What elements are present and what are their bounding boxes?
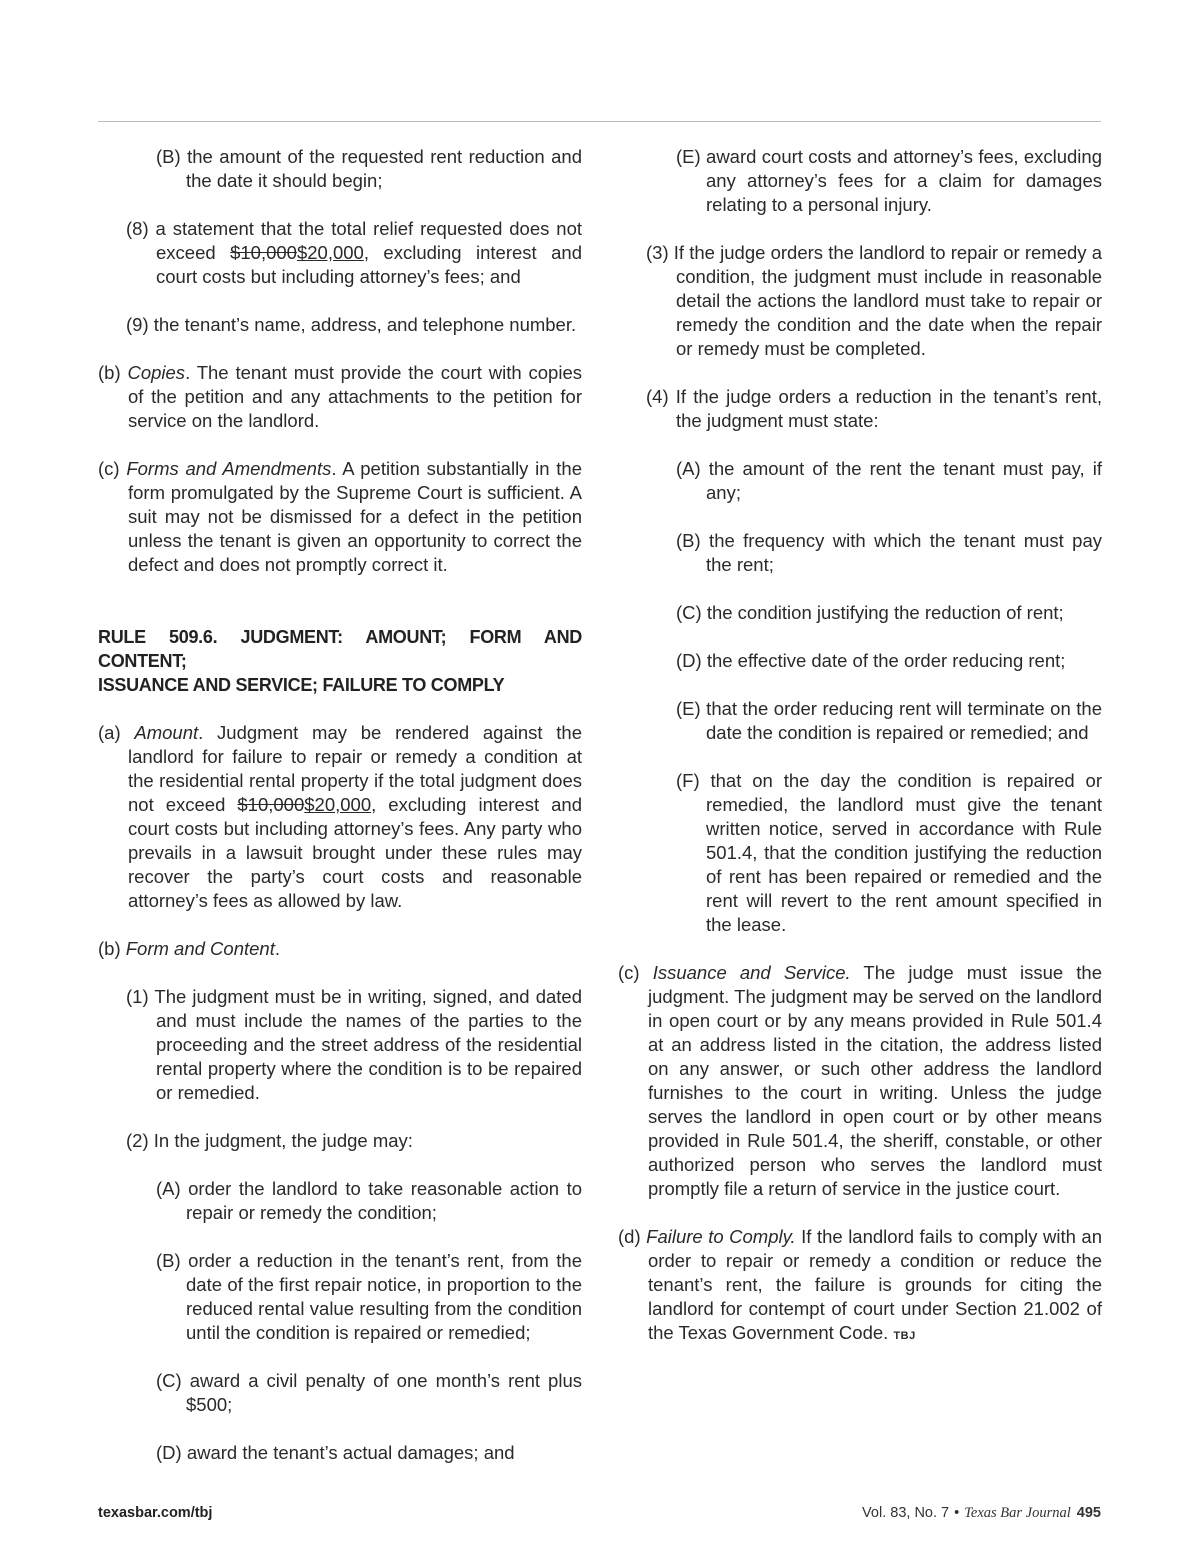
fc-item-2c: (C) award a civil penalty of one month’s rent plus $500; xyxy=(156,1370,582,1415)
rule-heading-line-1: RULE 509.6. JUDGMENT: AMOUNT; FORM AND CONTENT; xyxy=(98,627,582,671)
copies-text: . The tenant must provide the court with copies of the petition and any attachments to the petition for service on the landlord. xyxy=(128,362,582,431)
fc-item-4: (4) If the judge orders a reduction in the tenant’s rent, the judgment must state: xyxy=(646,386,1102,431)
fc-item-4a: (A) the amount of the rent the tenant must pay, if any; xyxy=(676,458,1102,503)
fc-item-3: (3) If the judge orders the landlord to repair or remedy a condition, the judgment must include in reasonable detail the actions the landlord must take to repair or remedy the condition and the date when the repair or remedy must be completed. xyxy=(646,242,1102,359)
section-a-amount xyxy=(98,721,582,913)
amount-inserted: $20,000 xyxy=(304,794,372,815)
fc-item-4e: (E) that the order reducing rent will terminate on the date the condition is repaired or remedied; and xyxy=(676,698,1102,743)
copies-label: (b) xyxy=(98,362,128,383)
forms-title: Forms and Amendments xyxy=(126,458,332,479)
fc-item-2: (2) In the judgment, the judge may: xyxy=(126,1130,413,1151)
section-d-failure xyxy=(618,1225,1102,1348)
failure-text: If the landlord fails to comply with an order to repair or remedy a condition or reduce the tenant’s rent, the failure is grounds for citing the landlord for contempt of court under Section 21.002 of the Texas Government Code. xyxy=(648,1226,1103,1343)
fc-item-1: (1) The judgment must be in writing, signed, and dated and must include the names of the parties to the proceeding and the street address of the residential rental property where the condition is to be repaired or remedied. xyxy=(126,986,582,1103)
issuance-text: The judge must issue the judgment. The judgment may be served on the landlord in open court or by any means provided in Rule 501.4 at an address listed in the citation, the address listed on any answer, or such other address the landlord furnishes to the court in writing. Unless the judge serves the landlord in open court or by other means provided in Rule 501.4, the sheriff, constable, or other authorized person who serves the landlord must promptly file a return of service in the justice court. xyxy=(648,962,1102,1199)
section-b-form-content xyxy=(98,937,582,961)
fc-item-4f: (F) that on the day the condition is repaired or remedied, the landlord must give the tenant written notice, served in accordance with Rule 501.4, that the condition justifying the reduction of rent has been repaired or remedied and the rent will revert to the rent amount specified in the lease. xyxy=(676,770,1102,935)
footer-folio xyxy=(862,1505,1101,1522)
item-8-struck-amount: $10,000 xyxy=(230,242,297,263)
form-content-title: Form and Content xyxy=(125,938,275,959)
item-9-tenant-info: (9) the tenant’s name, address, and telephone number. xyxy=(126,314,577,335)
issuance-label: (c) xyxy=(618,962,653,983)
rule-heading-line-2: ISSUANCE AND SERVICE; FAILURE TO COMPLY xyxy=(98,675,505,695)
item-8-post: , excluding interest and court costs but including attorney’s fees; and xyxy=(156,242,582,287)
copies-title: Copies xyxy=(127,362,186,383)
amount-pre: . Judgment may be rendered against the landlord for failure to repair or remedy a condition at the residential rental property if the total judgment does not exceed xyxy=(128,722,583,815)
amount-label: (a) xyxy=(98,722,135,743)
fc-item-4d: (D) the effective date of the order reducing rent; xyxy=(676,650,1066,671)
fc-item-2d: (D) award the tenant’s actual damages; and xyxy=(156,1442,515,1463)
item-8-inserted-amount: $20,000 xyxy=(296,242,364,263)
amount-title: Amount xyxy=(134,722,199,743)
right-column xyxy=(618,145,1102,1372)
amount-struck: $10,000 xyxy=(237,794,305,815)
form-content-label: (b) xyxy=(98,938,126,959)
fc-item-2b: (B) order a reduction in the tenant’s rent, from the date of the first repair notice, in proportion to the reduced rental value resulting from the condition until the condition is repaired or remedied; xyxy=(156,1250,582,1343)
section-c-forms xyxy=(98,457,582,577)
fc-item-2a: (A) order the landlord to take reasonable action to repair or remedy the condition; xyxy=(156,1178,582,1223)
footer-journal-name: Texas Bar Journal xyxy=(964,1505,1071,1521)
fc-item-4c: (C) the condition justifying the reduction of rent; xyxy=(676,602,1064,623)
rule-heading xyxy=(98,625,582,697)
failure-label: (d) xyxy=(618,1226,647,1247)
item-8-relief-statement xyxy=(98,217,582,289)
section-c-issuance xyxy=(618,961,1102,1201)
header-rule xyxy=(98,121,1101,122)
item-8-pre: (8) a statement that the total relief requested does not exceed xyxy=(126,218,582,263)
forms-label: (c) xyxy=(98,458,127,479)
tbj-end-mark: TBJ xyxy=(893,1330,916,1342)
footer-page-number: 495 xyxy=(1076,1505,1101,1521)
footer-website[interactable]: texasbar.com/tbj xyxy=(98,1505,213,1521)
form-content-text: . xyxy=(274,938,280,959)
footer-volume: Vol. 83, No. 7 xyxy=(862,1505,950,1521)
left-column xyxy=(98,145,582,1489)
fc-item-4b: (B) the frequency with which the tenant must pay the rent; xyxy=(676,530,1102,575)
forms-text: . A petition substantially in the form promulgated by the Supreme Court is sufficient. A suit may not be dismissed for a defect in the petition unless the tenant is given an opportunity to correct the defect and does not promptly correct it. xyxy=(128,458,583,575)
item-b-rent-reduction: (B) the amount of the requested rent reduction and the date it should begin; xyxy=(156,146,582,191)
amount-post: , excluding interest and court costs but including attorney’s fees. Any party who prevails in a lawsuit brought under these rules may recover the party’s court costs and reasonable attorney’s fees as allowed by law. xyxy=(128,794,582,911)
fc-item-2e: (E) award court costs and attorney’s fees, excluding any attorney’s fees for a claim for damages relating to a personal injury. xyxy=(676,146,1102,215)
footer-bullet: • xyxy=(954,1505,960,1521)
failure-title: Failure to Comply. xyxy=(646,1226,796,1247)
issuance-title: Issuance and Service. xyxy=(652,962,851,983)
section-b-copies xyxy=(98,361,582,433)
